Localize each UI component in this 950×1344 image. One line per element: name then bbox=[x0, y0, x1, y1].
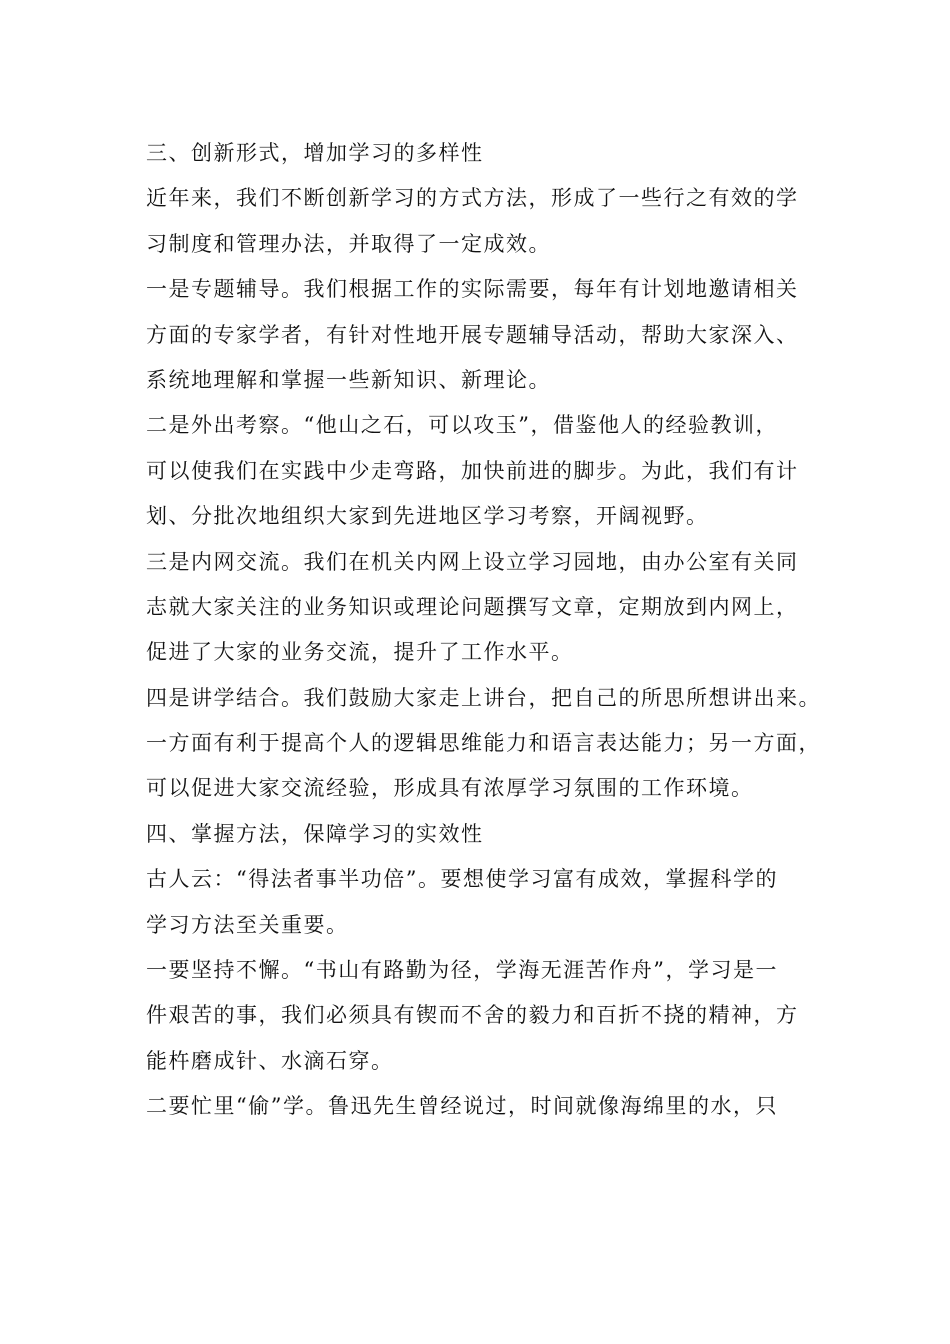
text-line: 可以促进大家交流经验，形成具有浓厚学习氛围的工作环境。 bbox=[146, 776, 754, 801]
section-heading: 三、创新形式，增加学习的多样性 bbox=[146, 141, 484, 165]
text-line: 方面的专家学者，有针对性地开展专题辅导活动，帮助大家深入、 bbox=[146, 322, 799, 347]
text-line: 二是外出考察。“他山之石，可以攻玉”，借鉴他人的经验教训， bbox=[146, 413, 778, 438]
text-line: 划、分批次地组织大家到先进地区学习考察，开阔视野。 bbox=[146, 504, 709, 529]
text-line: 系统地理解和掌握一些新知识、新理论。 bbox=[146, 367, 551, 392]
text-line: 古人云：“得法者事半功倍”。要想使学习富有成效，掌握科学的 bbox=[146, 867, 778, 892]
text-line: 一要坚持不懈。“书山有路勤为径，学海无涯苦作舟”，学习是一 bbox=[146, 958, 778, 983]
text-line: 学习方法至关重要。 bbox=[146, 912, 349, 937]
text-line: 三是内网交流。我们在机关内网上设立学习园地，由办公室有关同 bbox=[146, 549, 799, 574]
text-line: 件艰苦的事，我们必须具有锲而不舍的毅力和百折不挠的精神，方 bbox=[146, 1003, 799, 1028]
document-body bbox=[146, 131, 836, 1130]
text-line: 一是专题辅导。我们根据工作的实际需要，每年有计划地邀请相关 bbox=[146, 277, 799, 302]
text-line: 志就大家关注的业务知识或理论问题撰写文章，定期放到内网上， bbox=[146, 594, 799, 619]
text-line: 一方面有利于提高个人的逻辑思维能力和语言表达能力；另一方面， bbox=[146, 731, 821, 756]
text-line: 能杵磨成针、水滴石穿。 bbox=[146, 1048, 394, 1073]
text-line: 可以使我们在实践中少走弯路，加快前进的脚步。为此，我们有计 bbox=[146, 458, 799, 483]
text-line: 习制度和管理办法，并取得了一定成效。 bbox=[146, 231, 551, 256]
text-line: 近年来，我们不断创新学习的方式方法，形成了一些行之有效的学 bbox=[146, 186, 799, 211]
text-line: 四是讲学结合。我们鼓励大家走上讲台，把自己的所思所想讲出来。 bbox=[146, 685, 821, 710]
text-line: 二要忙里“偷”学。鲁迅先生曾经说过，时间就像海绵里的水，只 bbox=[146, 1094, 778, 1119]
text-line: 促进了大家的业务交流，提升了工作水平。 bbox=[146, 640, 574, 665]
section-heading: 四、掌握方法，保障学习的实效性 bbox=[146, 821, 484, 846]
